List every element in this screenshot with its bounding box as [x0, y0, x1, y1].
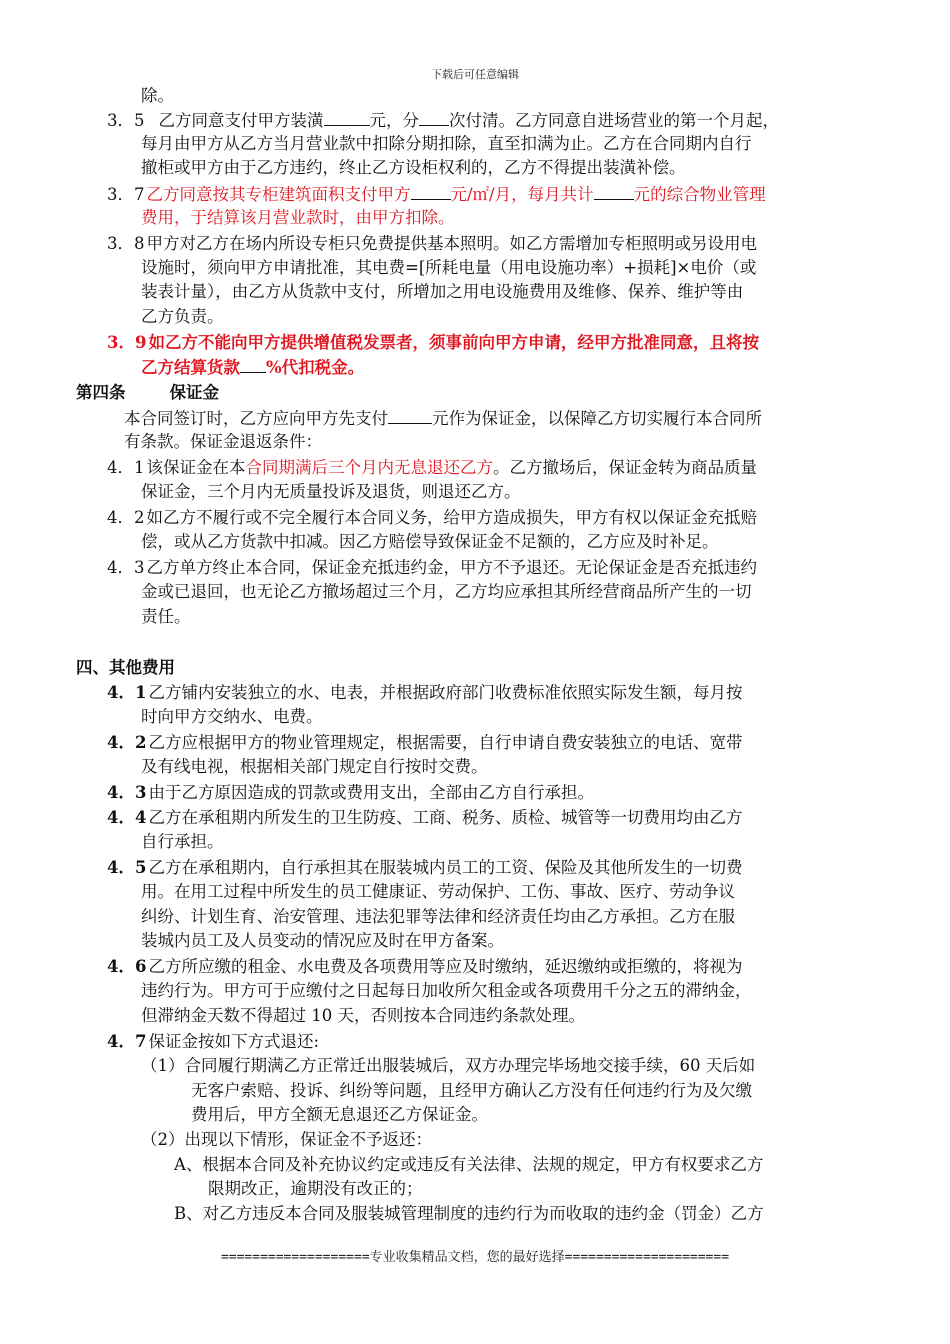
page-header: 下载后可任意编辑 — [431, 68, 519, 81]
clause-3-5-line-2: 每月由甲方从乙方当月营业款中扣除分期扣除，直至扣满为止。乙方在合同期内自行 — [141, 134, 752, 153]
fee-4-4-line-1: 4．4 乙方在承租期内所发生的卫生防疫、工商、税务、质检、城管等一切费用均由乙方 — [107, 808, 743, 827]
fee-4-7-sub-1-line-3: 费用后，甲方全额无息退还乙方保证金。 — [191, 1105, 488, 1124]
fee-4-7-sub-2-line-1: （2）出现以下情形，保证金不予返还： — [141, 1130, 432, 1149]
clause-3-8-line-2: 设施时，须向甲方申请批准，其电费=[所耗电量（用电设施功率）+损耗]×电价（或 — [141, 258, 757, 277]
blank-field — [411, 182, 451, 200]
fee-4-1-line-1: 4．1 乙方铺内安装独立的水、电表，并根据政府部门收费标准依照实际发生额，每月按 — [107, 683, 743, 702]
clause-3-7-line-2: 费用，于结算该月营业款时，由甲方扣除。 — [141, 208, 455, 227]
fee-4-7-sub-2-a-line-1: A、根据本合同及补充协议约定或违反有关法律、法规的规定，甲方有权要求乙方 — [174, 1155, 764, 1174]
deposit-4-3-line-1: 4．3 乙方单方终止本合同，保证金充抵违约金，甲方不予退还。无论保证金是否充抵违约 — [107, 558, 757, 577]
clause-3-5-line-1: 3．5 乙方同意支付甲方装潢 元，分 次付清。乙方同意自进场营业的第一个月起， — [107, 108, 779, 133]
clause-number: 4．3 — [107, 783, 147, 802]
clause-number: 4．1 — [107, 458, 145, 477]
deposit-4-1-line-1: 4．1 该保证金在本合同期满后三个月内无息退还乙方。乙方撤场后，保证金转为商品质量 — [107, 458, 757, 477]
clause-3-7-line-1: 3．7 乙方同意按其专柜建筑面积支付甲方 元/㎡/月，每月共计 元的综合物业管理 — [107, 182, 766, 207]
clause-3-9-line-2: 乙方结算货款 %代扣税金。 — [141, 355, 364, 380]
fee-4-4-line-2: 自行承担。 — [141, 832, 224, 851]
page-footer: ===================专业收集精品文档，您的最好选择===================== — [220, 1250, 730, 1265]
fee-4-5-line-3: 纠纷、计划生育、治安管理、违法犯罪等法律和经济责任均由乙方承担。乙方在服 — [141, 907, 735, 926]
clause-3-8-line-3: 装表计量），由乙方从货款中支付，所增加之用电设施费用及维修、保养、维护等由 — [141, 282, 744, 301]
clause-number: 4．3 — [107, 558, 145, 577]
clause-number: 4．6 — [107, 957, 147, 976]
deposit-4-3-line-2: 金或已退回，也无论乙方撤场超过三个月，乙方均应承担其所经营商品所产生的一切 — [141, 582, 752, 601]
deposit-4-2-line-1: 4．2 如乙方不履行或不完全履行本合同义务，给甲方造成损失，甲方有权以保证金充抵赔 — [107, 508, 757, 527]
blank-field — [324, 108, 370, 126]
clause-number: 4．2 — [107, 733, 147, 752]
fee-4-6-line-2: 违约行为。甲方可于应缴付之日起每日加收所欠租金或各项费用千分之五的滞纳金， — [141, 981, 752, 1000]
fee-4-7-line-1: 4．7 保证金按如下方式退还: — [107, 1032, 320, 1051]
deposit-4-3-line-3: 责任。 — [141, 607, 191, 626]
fee-4-7-sub-1-line-2: 无客户索赔、投诉、纠纷等问题，且经甲方确认乙方没有任何违约行为及欠缴 — [191, 1081, 752, 1100]
fee-4-5-line-2: 用。在用工过程中所发生的员工健康证、劳动保护、工伤、事故、医疗、劳动争议 — [141, 882, 735, 901]
section-4-heading: 四、其他费用 — [76, 658, 175, 677]
clause-number: 3．8 — [107, 234, 145, 253]
fee-4-6-line-3: 但滞纳金天数不得超过 10 天，否则按本合同违约条款处理。 — [141, 1006, 585, 1025]
clause-number: 4．2 — [107, 508, 145, 527]
deposit-4-2-line-2: 偿，或从乙方货款中扣减。因乙方赔偿导致保证金不足额的，乙方应及时补足。 — [141, 532, 719, 551]
fee-4-6-line-1: 4．6 乙方所应缴的租金、水电费及各项费用等应及时缴纳，延迟缴纳或拒缴的，将视为 — [107, 957, 743, 976]
blank-field — [594, 182, 634, 200]
blank-field — [388, 406, 432, 424]
clause-3-4-tail: 除。 — [141, 86, 174, 105]
clause-3-8-line-4: 乙方负责。 — [141, 307, 224, 326]
clause-number: 4．7 — [107, 1032, 147, 1051]
clause-3-5-line-3: 撤柜或甲方由于乙方违约，终止乙方设柜权利的，乙方不得提出装潢补偿。 — [141, 158, 686, 177]
fee-4-5-line-4: 装城内员工及人员变动的情况应及时在甲方备案。 — [141, 931, 504, 950]
article-4-heading: 第四条 保证金 — [76, 383, 219, 402]
clause-number: 3．5 — [107, 111, 145, 130]
blank-field — [240, 355, 266, 373]
fee-4-7-sub-2-a-line-2: 限期改正，逾期没有改正的； — [208, 1179, 423, 1198]
clause-number: 3．7 — [107, 185, 145, 204]
article-4-intro-line-1: 本合同签订时，乙方应向甲方先支付 元作为保证金，以保障乙方切实履行本合同所 — [124, 406, 762, 431]
clause-3-8-line-1: 3．8 甲方对乙方在场内所设专柜只免费提供基本照明。如乙方需增加专柜照明或另设用电 — [107, 234, 757, 253]
article-4-intro-line-2: 有条款。保证金退返条件： — [124, 432, 322, 451]
clause-number: 3．9 — [107, 333, 147, 352]
clause-number: 4．5 — [107, 858, 147, 877]
fee-4-2-line-2: 及有线电视，根据相关部门规定自行按时交费。 — [141, 757, 488, 776]
clause-number: 4．1 — [107, 683, 147, 702]
fee-4-1-line-2: 时向甲方交纳水、电费。 — [141, 707, 323, 726]
fee-4-3-line-1: 4．3 由于乙方原因造成的罚款或费用支出，全部由乙方自行承担。 — [107, 783, 594, 802]
fee-4-7-sub-2-b-line-1: B、对乙方违反本合同及服装城管理制度的违约行为而收取的违约金（罚金）乙方 — [174, 1204, 764, 1223]
clause-number: 4．4 — [107, 808, 147, 827]
clause-3-9-line-1: 3．9 如乙方不能向甲方提供增值税发票者，须事前向甲方申请，经甲方批准同意，且将按 — [107, 333, 759, 352]
blank-field — [419, 108, 449, 126]
fee-4-7-sub-1-line-1: （1）合同履行期满乙方正常迁出服装城后，双方办理完毕场地交接手续，60 天后如 — [141, 1056, 756, 1075]
fee-4-2-line-1: 4．2 乙方应根据甲方的物业管理规定，根据需要，自行申请自费安装独立的电话、宽带 — [107, 733, 743, 752]
fee-4-5-line-1: 4．5 乙方在承租期内，自行承担其在服装城内员工的工资、保险及其他所发生的一切费 — [107, 858, 743, 877]
deposit-4-1-line-2: 保证金，三个月内无质量投诉及退货，则退还乙方。 — [141, 482, 521, 501]
